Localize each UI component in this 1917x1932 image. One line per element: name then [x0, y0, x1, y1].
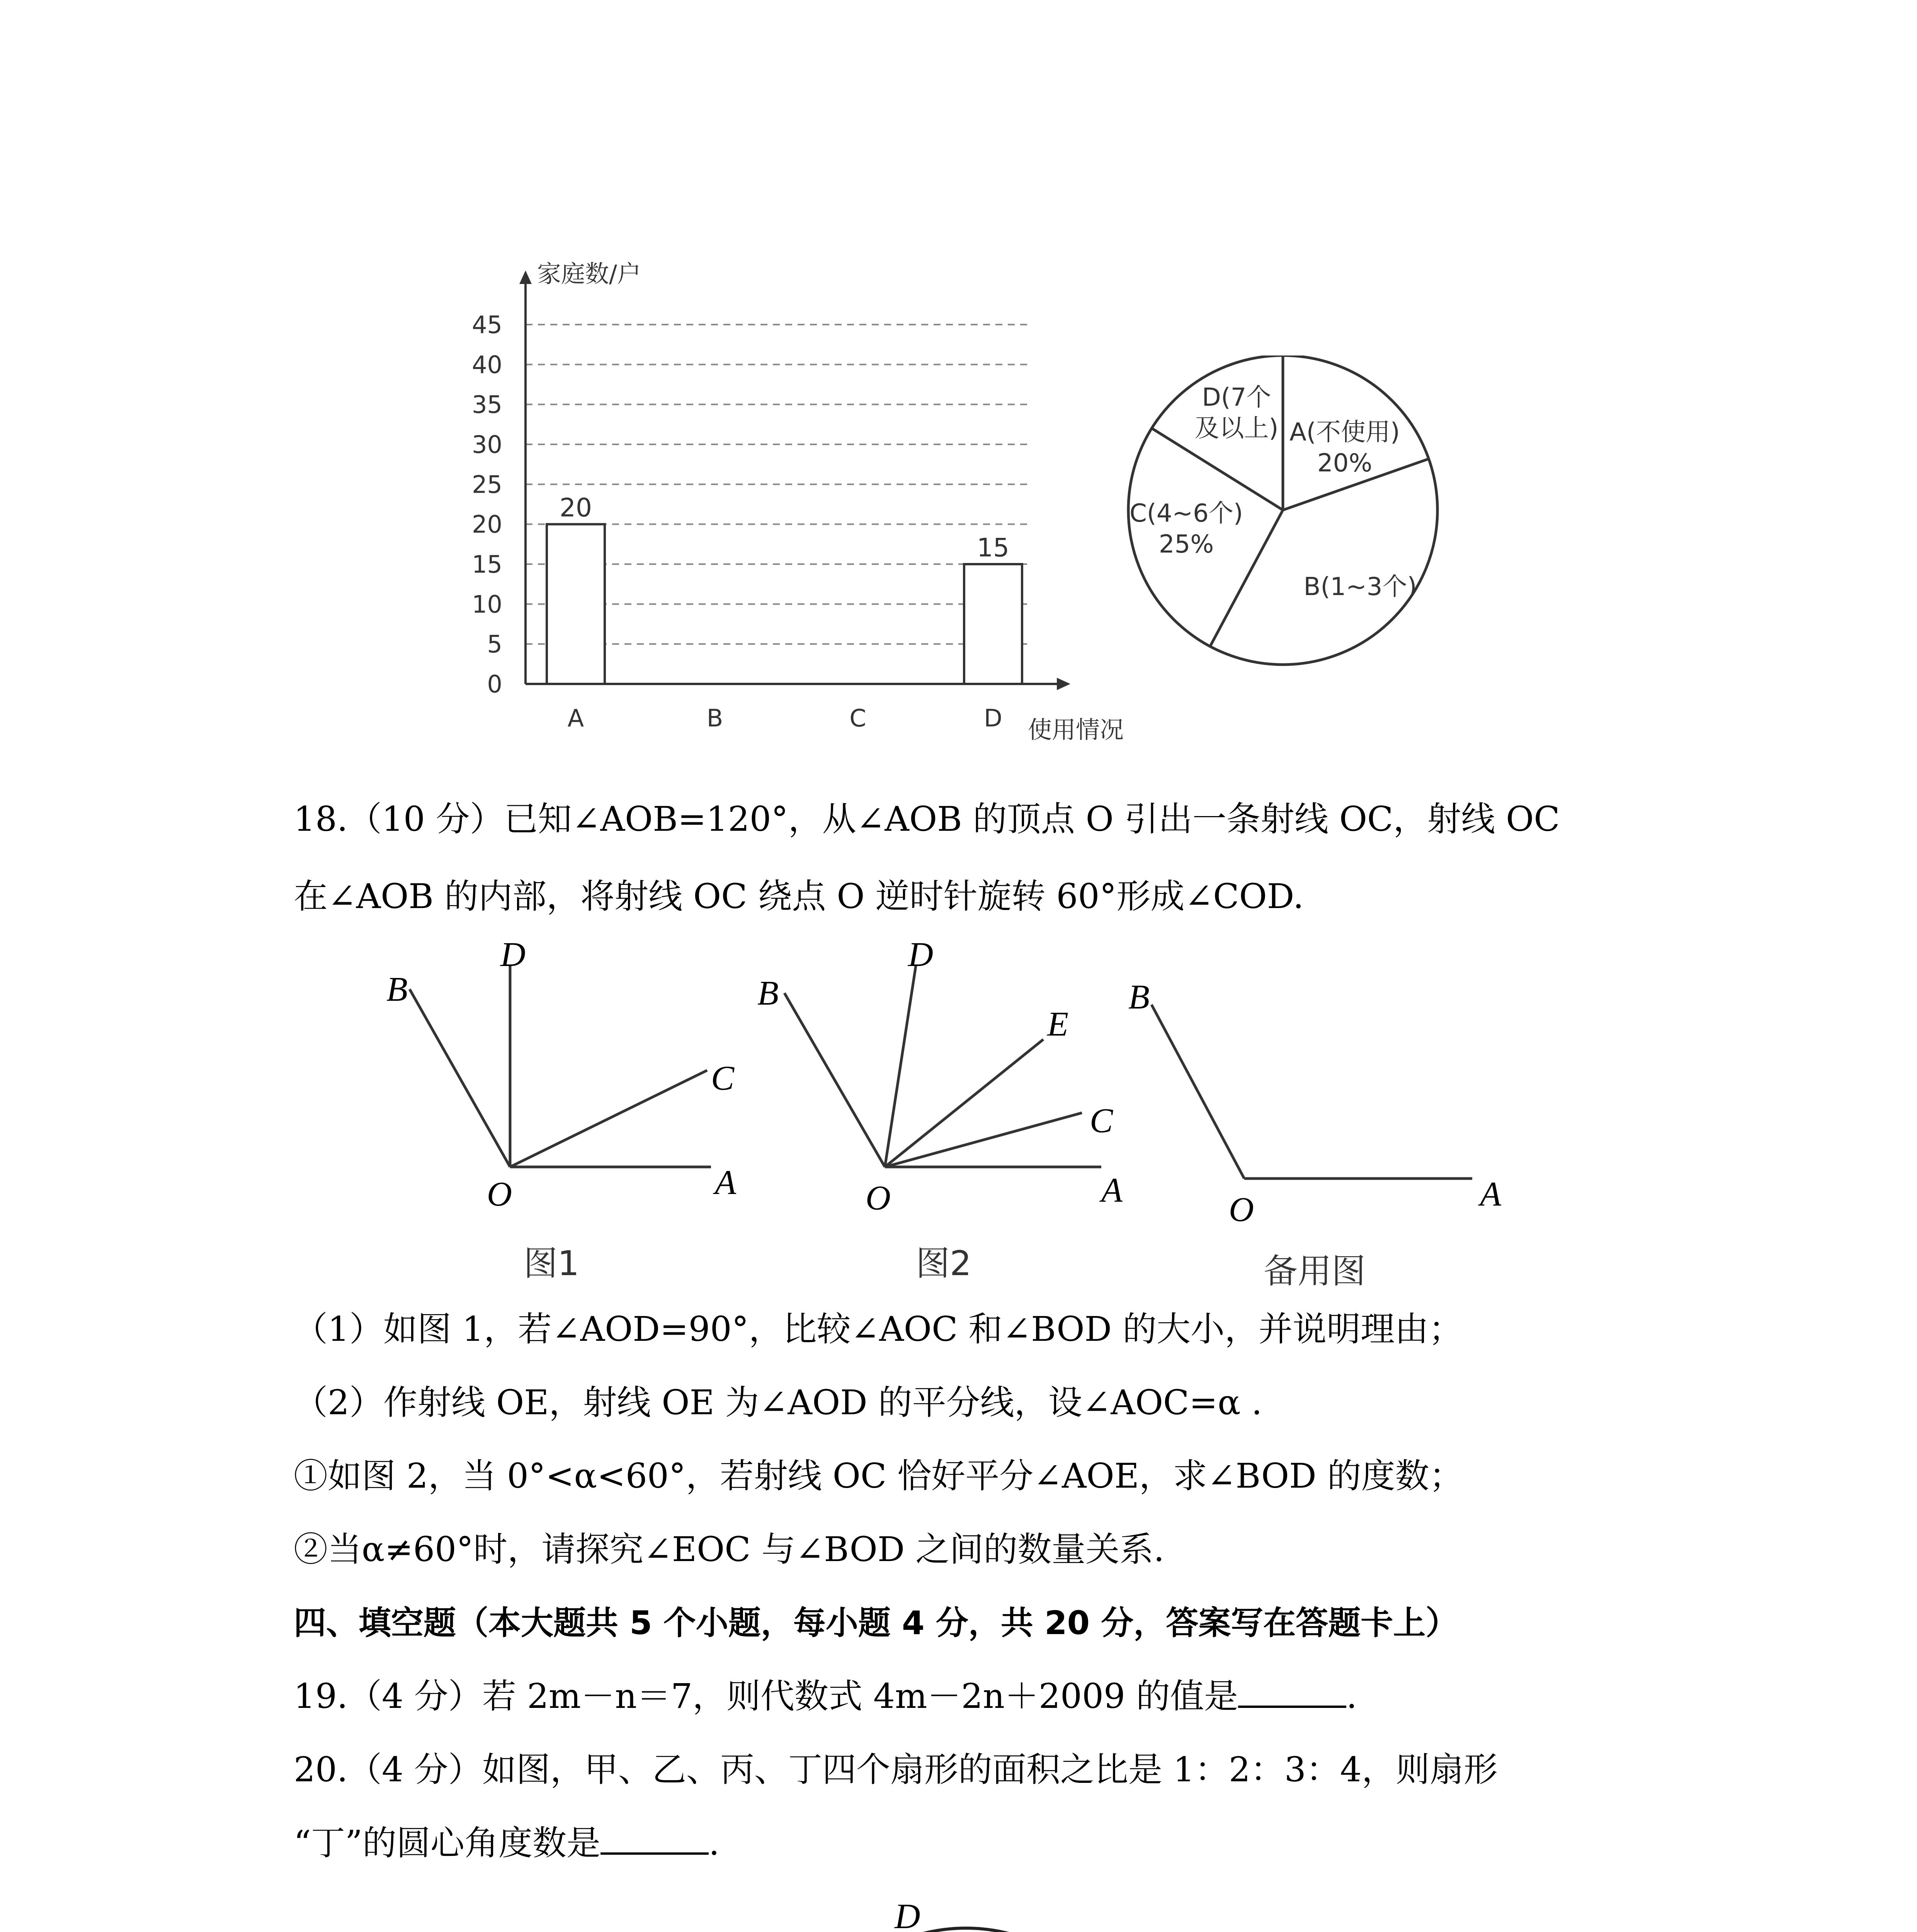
pie-label-a: 20%: [1317, 449, 1373, 478]
y-tick-label: 25: [472, 470, 502, 499]
pie-label-c: C(4~6个): [1129, 499, 1243, 528]
fig1-label-a: A: [715, 1163, 736, 1202]
y-tick-label: 0: [487, 670, 502, 698]
pie-chart: [1121, 355, 1461, 688]
y-tick-label: 45: [472, 311, 502, 339]
x-axis-label: 使用情况: [1028, 716, 1124, 744]
q20-line2: [294, 1820, 720, 1866]
y-axis-label: 家庭数/户: [537, 260, 641, 288]
y-axis-arrow: [519, 270, 532, 284]
q18-line1: 18.（10 分）已知∠AOB=120°，从∠AOB 的顶点 O 引出一条射线 OC，射线 OC: [294, 799, 1560, 839]
q20-answer-blank[interactable]: [600, 1821, 709, 1855]
q20-label-d: D: [895, 1896, 920, 1932]
q18-part1: （1）如图 1，若∠AOD=90°，比较∠AOC 和∠BOD 的大小，并说明理由；: [294, 1309, 1463, 1349]
q19: [294, 1673, 1357, 1719]
q20-text: “丁”的圆心角度数是: [294, 1823, 600, 1863]
x-tick-label: A: [567, 704, 584, 732]
fig2-label-d: D: [908, 943, 933, 974]
fig2-label-e: E: [1047, 1005, 1068, 1043]
fig1-caption: 图1: [524, 1243, 579, 1283]
fig3-label-a: A: [1480, 1175, 1501, 1213]
fig2-label-a: A: [1101, 1171, 1123, 1209]
fig1-label-c: C: [711, 1059, 735, 1097]
q19-answer-blank[interactable]: [1238, 1675, 1346, 1708]
q20-line1: 20.（4 分）如图，甲、乙、丙、丁四个扇形的面积之比是 1：2：3：4，则扇形: [294, 1750, 1498, 1789]
bar: [547, 524, 605, 684]
x-tick-label: C: [849, 704, 866, 732]
q18-part2a: ①如图 2，当 0°<α<60°，若射线 OC 恰好平分∠AOE，求∠BOD 的度数；: [294, 1456, 1463, 1496]
q19-suffix: .: [1346, 1676, 1357, 1716]
y-tick-label: 10: [472, 590, 502, 619]
y-tick-label: 20: [472, 510, 502, 539]
fig3-label-o: O: [1229, 1190, 1254, 1229]
fig2-label-o: O: [866, 1179, 891, 1217]
fig1-label-o: O: [487, 1175, 512, 1213]
q20-sector-figure: [765, 1893, 1252, 1932]
q18-line2: 在∠AOB 的内部，将射线 OC 绕点 O 逆时针旋转 60°形成∠COD.: [294, 876, 1304, 916]
bar-value-label: 15: [977, 533, 1009, 563]
q18-figure2: [734, 943, 1159, 1291]
q19-text: 19.（4 分）若 2m－n＝7，则代数式 4m－2n＋2009 的值是: [294, 1676, 1238, 1716]
pie-label-b: B(1~3个): [1303, 573, 1417, 601]
pie-label-d: D(7个: [1202, 383, 1271, 412]
y-tick-label: 5: [487, 630, 502, 658]
pie-label-a: A(不使用): [1289, 418, 1400, 447]
q18-spare-figure: [1121, 943, 1546, 1291]
fig1-label-d: D: [500, 943, 526, 974]
section4-heading: 四、填空题（本大题共 5 个小题，每小题 4 分，共 20 分，答案写在答题卡上）: [294, 1604, 1458, 1642]
fig3-label-b: B: [1128, 978, 1150, 1016]
y-tick-label: 35: [472, 390, 502, 419]
x-tick-label: D: [984, 704, 1002, 732]
fig2-label-c: C: [1090, 1102, 1113, 1140]
bar-value-label: 20: [560, 493, 592, 523]
q18-figure1: [371, 943, 757, 1291]
q18-part2: （2）作射线 OE，射线 OE 为∠AOD 的平分线，设∠AOC=α .: [294, 1383, 1262, 1422]
y-tick-label: 15: [472, 550, 502, 578]
y-tick-label: 40: [472, 350, 502, 379]
bar: [964, 564, 1022, 684]
fig3-caption: 备用图: [1264, 1251, 1366, 1291]
x-tick-label: B: [706, 704, 723, 732]
fig2-label-b: B: [757, 974, 779, 1012]
fig1-label-b: B: [386, 970, 408, 1009]
pie-label-d: 及以上): [1194, 414, 1279, 443]
pie-label-c: 25%: [1158, 530, 1214, 559]
y-tick-label: 30: [472, 430, 502, 459]
bar-chart: [456, 247, 1136, 757]
q20-suffix: .: [708, 1823, 720, 1863]
q18-part2b: ②当α≠60°时，请探究∠EOC 与∠BOD 之间的数量关系.: [294, 1529, 1165, 1569]
x-axis-arrow: [1057, 678, 1070, 690]
fig2-caption: 图2: [916, 1243, 971, 1283]
